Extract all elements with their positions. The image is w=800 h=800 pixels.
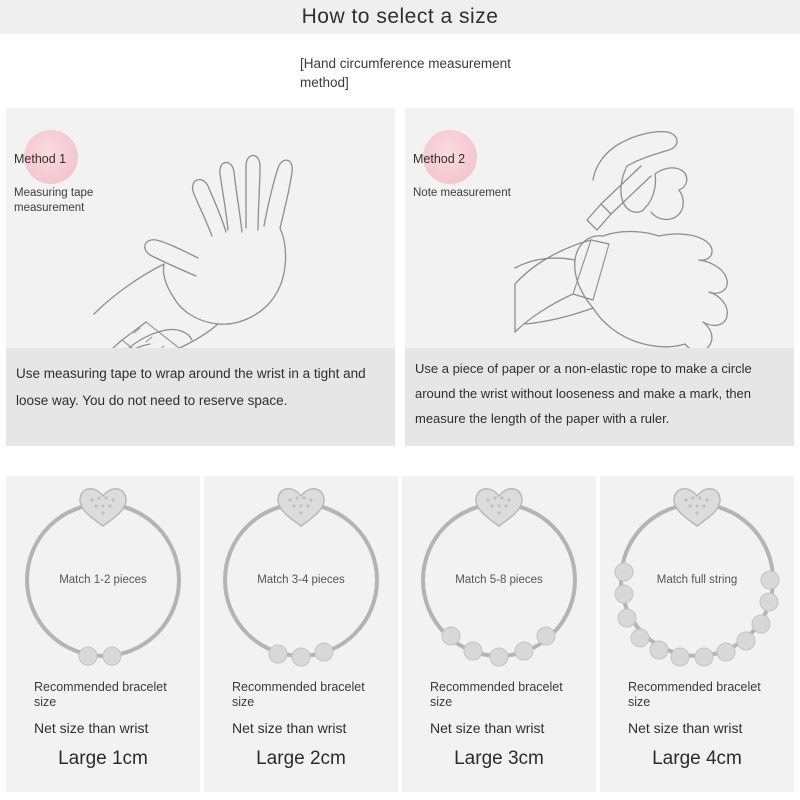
size-value-2: Large 2cm xyxy=(256,748,346,769)
method-1-sublabel: Measuring tape measurement xyxy=(14,187,94,214)
recommended-label-1: Recommended bracelet size xyxy=(34,680,167,709)
size-cards-section xyxy=(6,476,794,792)
clasp-heart-icon xyxy=(278,489,324,526)
recommended-label-2: Recommended bracelet size xyxy=(232,680,365,709)
clasp-heart-icon xyxy=(674,489,720,526)
method-2-caption: Use a piece of paper or a non-elastic rope to make a circle around the wrist without looseness and make a mark, then measure the length of the paper with a ruler. xyxy=(405,348,794,446)
methods-section xyxy=(6,108,794,446)
subtitle-text: [Hand circumference measurement method] xyxy=(300,56,511,90)
page-title-bar xyxy=(0,0,800,34)
clasp-heart-icon xyxy=(476,489,522,526)
recommended-label-3: Recommended bracelet size xyxy=(430,680,563,709)
match-label-4: Match full string xyxy=(656,574,738,586)
method-1-label: Method 1 xyxy=(14,152,67,166)
method-2-sublabel: Note measurement xyxy=(413,187,511,199)
clasp-heart-icon xyxy=(80,489,126,526)
match-label-3: Match 5-8 pieces xyxy=(455,574,543,586)
net-size-label-3: Net size than wrist xyxy=(430,720,545,736)
match-label-2: Match 3-4 pieces xyxy=(257,574,345,586)
method-card-1 xyxy=(6,108,395,446)
size-card-3 xyxy=(402,476,596,792)
net-size-label-4: Net size than wrist xyxy=(628,720,743,736)
match-label-1: Match 1-2 pieces xyxy=(59,574,147,586)
size-card-4 xyxy=(600,476,794,792)
size-value-3: Large 3cm xyxy=(454,748,544,769)
size-card-2 xyxy=(204,476,398,792)
method-card-2 xyxy=(405,108,794,446)
method-1-caption: Use measuring tape to wrap around the wrist in a tight and loose way. You do not need to reserve space. xyxy=(6,348,395,446)
method-2-label: Method 2 xyxy=(413,152,466,166)
size-value-1: Large 1cm xyxy=(58,748,148,769)
recommended-label-4: Recommended bracelet size xyxy=(628,680,761,709)
page-title: How to select a size xyxy=(301,5,499,28)
size-value-4: Large 4cm xyxy=(652,748,742,769)
net-size-label-2: Net size than wrist xyxy=(232,720,347,736)
net-size-label-1: Net size than wrist xyxy=(34,720,149,736)
size-card-1 xyxy=(6,476,200,792)
